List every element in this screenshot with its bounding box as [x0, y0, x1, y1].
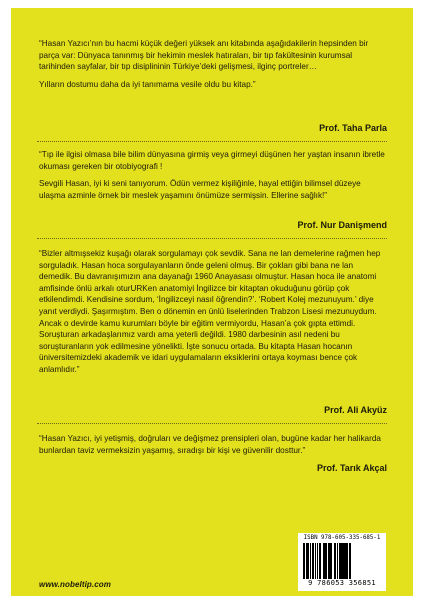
barcode-bars — [303, 543, 381, 579]
back-cover — [11, 8, 413, 596]
barcode-stripe — [351, 543, 352, 579]
isbn-label: ISBN 978-605-335-685-1 — [303, 535, 381, 541]
quote-tarik-akcal — [39, 433, 385, 456]
publisher-website: www.nobeltip.com — [39, 580, 111, 589]
barcode-number: 9 786053 356851 — [308, 579, 376, 587]
divider — [37, 238, 387, 239]
quote-paragraph: “Hasan Yazıcı, iyi yetişmiş, doğruları ve değişmez prensipleri olan, bugüne kadar her halikarda bunlardan taviz vermeksizin yaşamış, sıradışı bir kişi ve güvenilir dosttur.” — [39, 434, 381, 455]
isbn-barcode — [298, 533, 386, 591]
author-taha-parla: Prof. Taha Parla — [319, 123, 387, 133]
quote-nur-danismend — [39, 149, 385, 201]
quote-paragraph: “Bizler altmışsekiz kuşağı olarak sorgulamayı çok sevdik. Sana ne lan demelerine rağmen hep sorguladık. Hasan hoca sorgulayanların önde geleni olmuş. Bir çokları gibi bana ne lan demedik. Bu davranışımızın ana dayanağı 1960 Anayasası olmuştur. Hasan hoca ile anatomi amfisinde önlü arkalı oturURKen anatomiyi İngilizce bir kitaptan okuduğunu görüp çok etkilendimdi. Kendisine sordum, ‘İngilizceyi nasıl öğrendin?’. ‘Robert Kolej mezunuyum.’ diye yanıt verdiydi. Şaşırmıştım. Ben o dönemin en ünlü liselerinden Trabzon Lisesi mezunuydum. Ancak o devirde kamu kurumları böyle bir eğitim vermiyordu, Hasan’a çok gıpta ettimdi. Soruşturan arkadaşlarımız vardı ama yeterli değildi. 1980 darbesinin asıl nedeni bu soruşturanların yok edilmesine yönelikti. İşte sonucu ortada. Bu kitapta Hasan hocanın üniversitemizdeki akademik ve idari uygulamaların eksiklerini ortaya koyması bence çok anlamlıdır.” — [39, 249, 381, 374]
divider — [37, 141, 387, 142]
quote-taha-parla — [39, 38, 385, 90]
quote-paragraph: “Tıp ile ilgisi olmasa bile bilim dünyasına girmiş veya girmeyi düşünen her yaştan insanın ibretle okuması gereken bir otobiyografi ! — [39, 150, 385, 171]
quote-ali-akyuz — [39, 248, 385, 376]
author-nur-danismend: Prof. Nur Danişmend — [297, 220, 387, 230]
quote-paragraph: Sevgili Hasan, iyi ki seni tanıyorum. Ödün vermez kişiliğinle, hayal ettiğin bilimsel düzeye ulaşma azminle örnek bir meslek yaşamını önümüze sermişsin. Ellerine sağlık!” — [39, 179, 361, 200]
author-ali-akyuz: Prof. Ali Akyüz — [324, 405, 387, 415]
quote-paragraph: “Hasan Yazıcı’nın bu hacmi küçük değeri yüksek anı kitabında aşağıdakilerin hepsinden bir parça var: Dünyaca tanınmış bir hekimin meslek hatıraları, bir tıp fakültesinin kurumsal tarihinden sayfalar, bir tıp disiplininin Türkiye’deki gelişmesi, ilginç portreler… — [39, 39, 369, 72]
quote-paragraph: Yılların dostumu daha da iyi tanımama vesile oldu bu kitap.” — [39, 79, 256, 89]
author-tarik-akcal: Prof. Tarık Akçal — [316, 463, 387, 473]
divider — [37, 423, 387, 424]
